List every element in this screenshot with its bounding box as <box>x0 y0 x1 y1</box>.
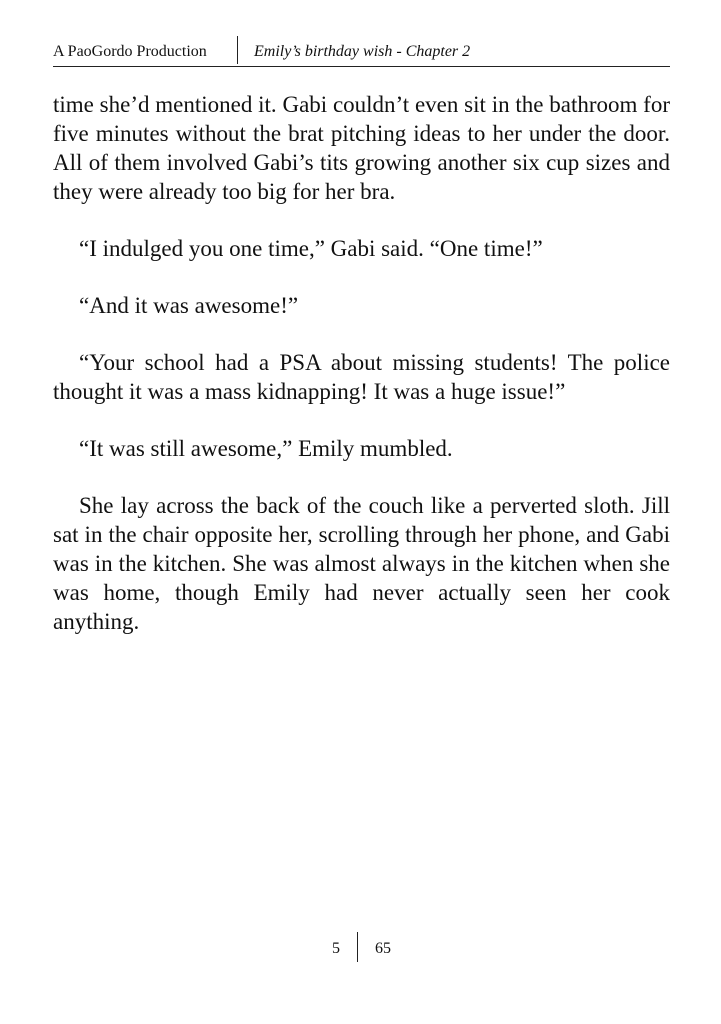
book-page-number: 65 <box>375 940 391 957</box>
page-footer <box>0 932 721 962</box>
publisher-name: A PaoGordo Production <box>53 43 207 60</box>
header-divider <box>237 36 238 64</box>
paragraph-narration: She lay across the back of the couch like a perverted sloth. Jill sat in the chair opposite her, scrolling through her phone, and Gabi was in the kitchen. She was almost always in the kitchen when she was home, though Emily had never actually seen her cook anything. <box>53 493 670 634</box>
running-header <box>53 36 670 67</box>
paragraph-dialogue: “Your school had a PSA about missing students! The police thought it was a mass kidnapping! It was a huge issue!” <box>53 350 670 404</box>
chapter-title: Emily’s birthday wish - Chapter 2 <box>254 43 471 60</box>
footer-divider <box>357 932 358 962</box>
page-body <box>53 90 670 664</box>
paragraph-continued: time she’d mentioned it. Gabi couldn’t even sit in the bathroom for five minutes without the brat pitching ideas to her under the door. All of them involved Gabi’s tits growing another six cup sizes and they were already too big for her bra. <box>53 92 670 204</box>
paragraph-dialogue: “And it was awesome!” <box>79 293 299 318</box>
chapter-page-number: 5 <box>332 940 340 957</box>
paragraph-dialogue: “I indulged you one time,” Gabi said. “One time!” <box>79 236 543 261</box>
paragraph-dialogue: “It was still awesome,” Emily mumbled. <box>79 436 453 461</box>
